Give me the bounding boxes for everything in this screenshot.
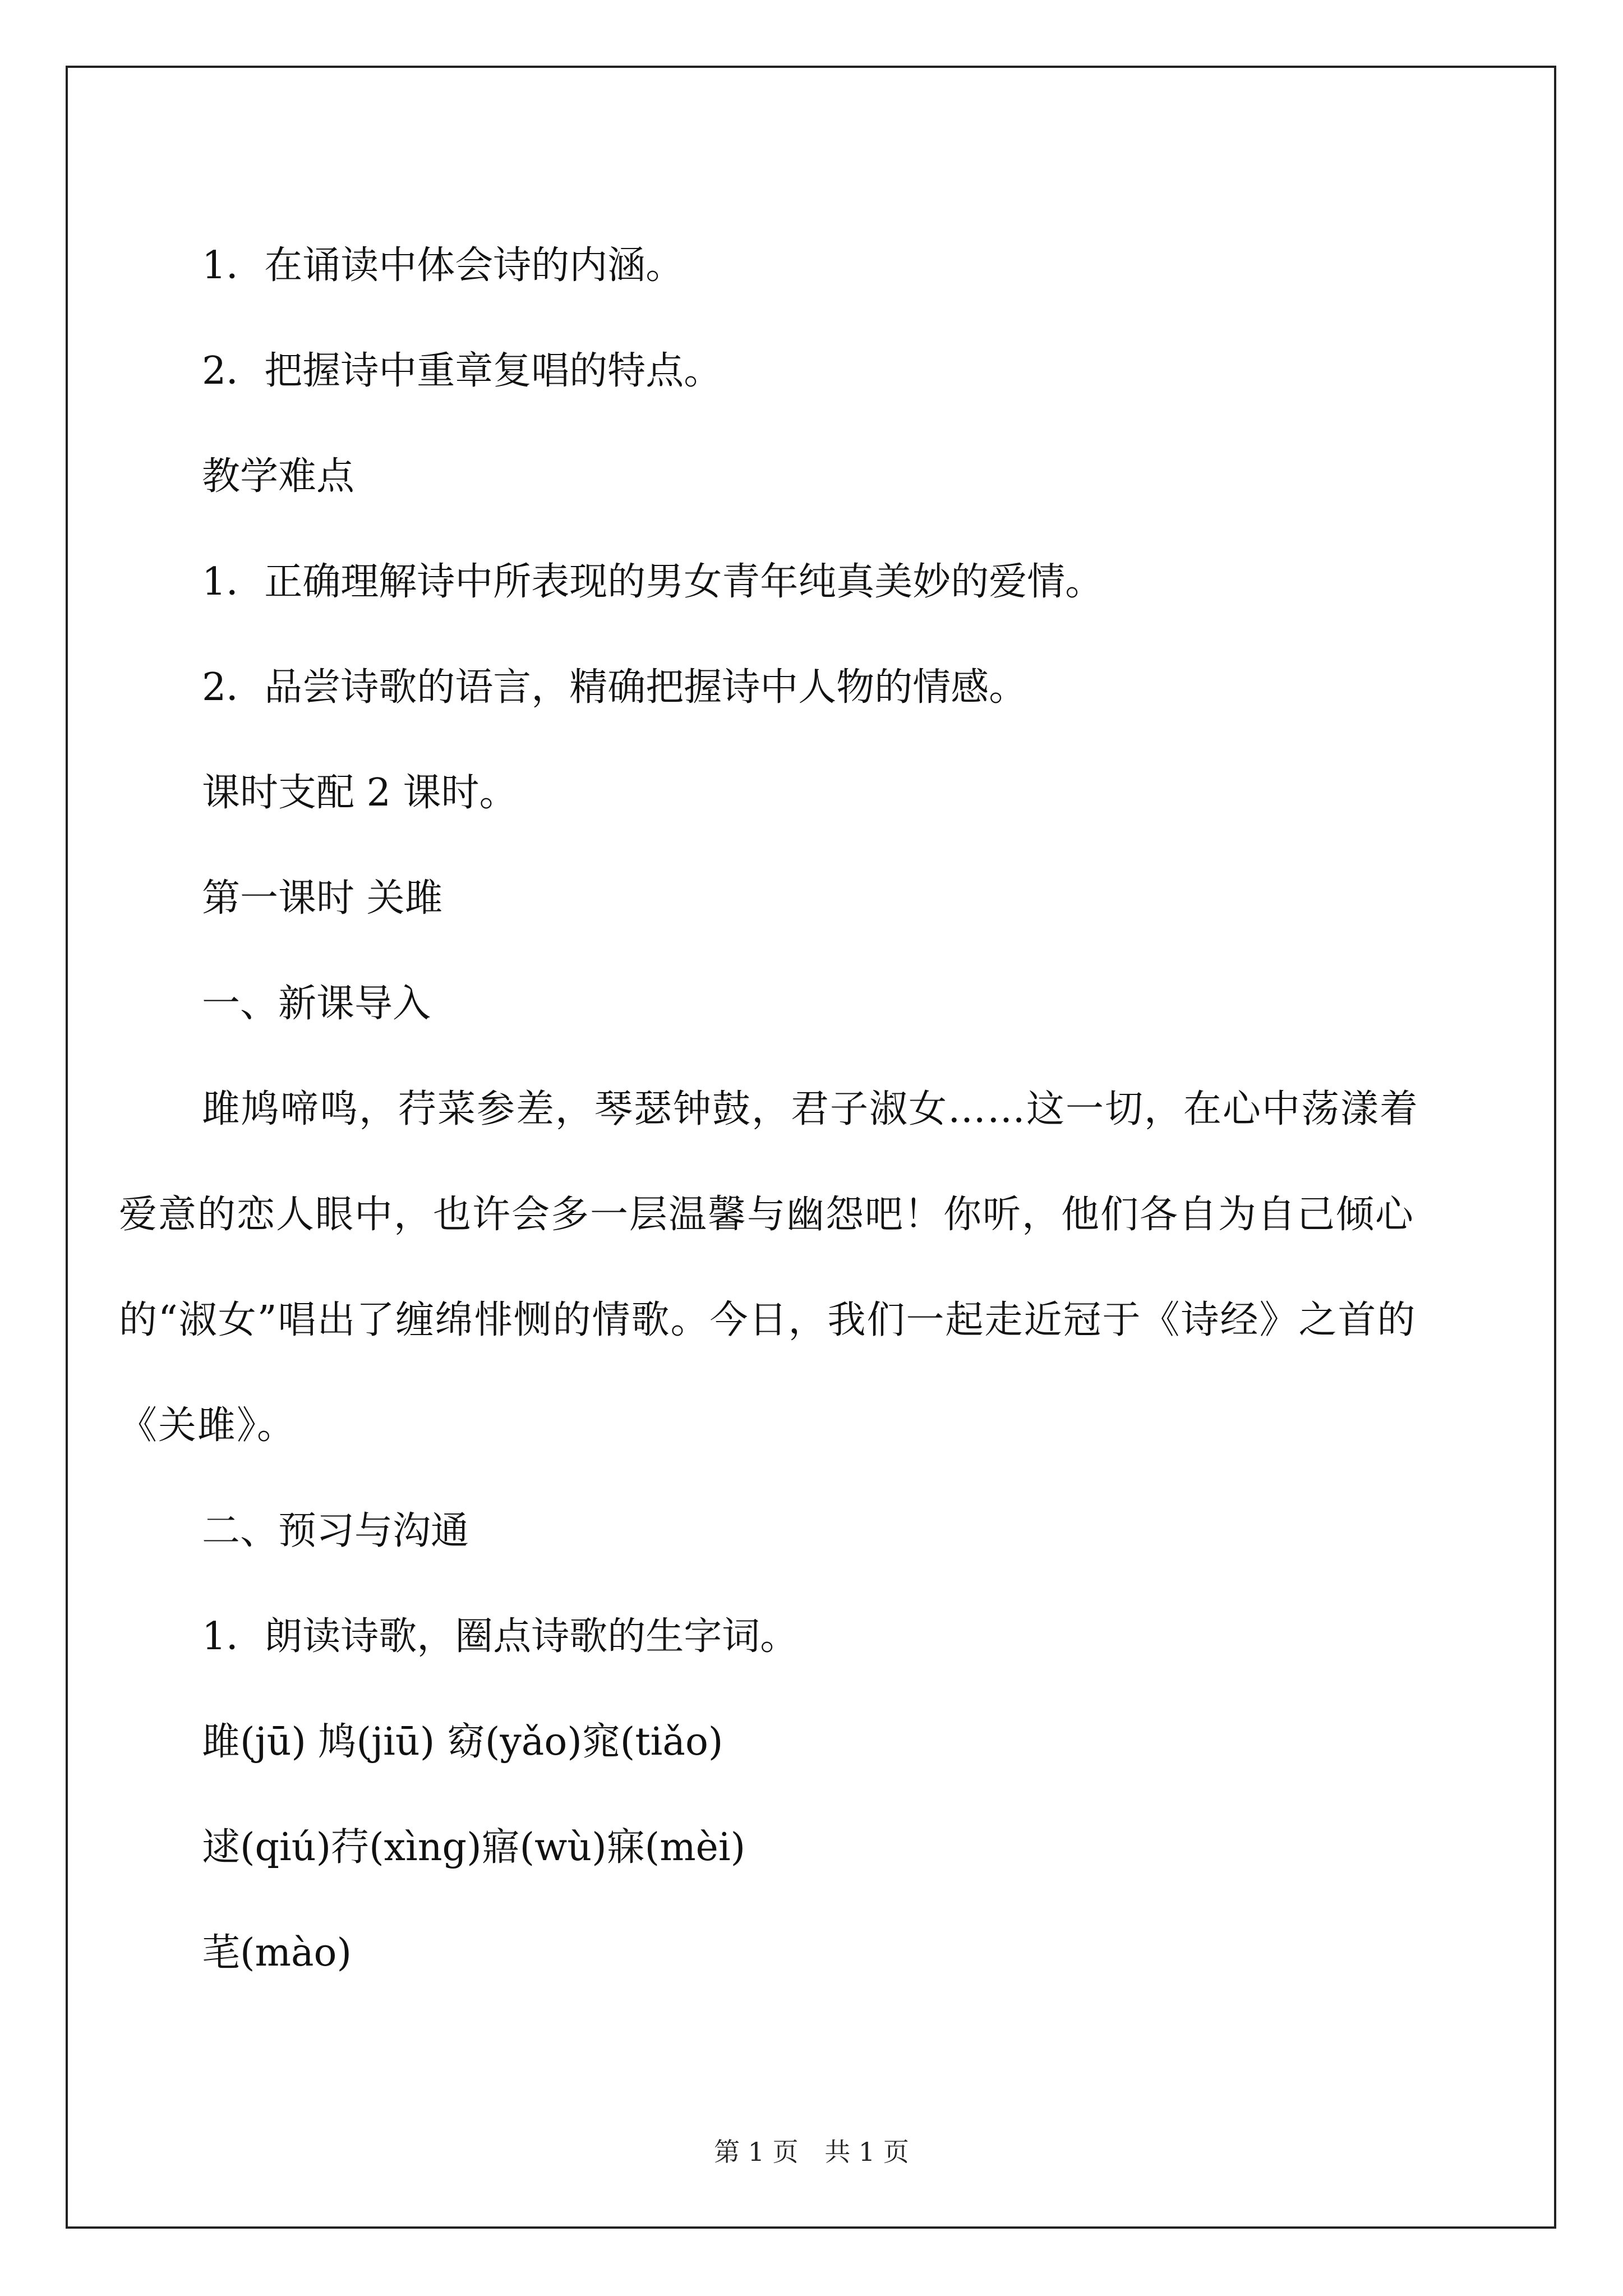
difficulty-2: 2．品尝诗歌的语言，精确把握诗中人物的情感。	[202, 665, 1027, 710]
document-body	[119, 213, 1441, 2006]
difficulty-1: 1．正确理解诗中所表现的男女青年纯真美妙的爱情。	[202, 560, 1104, 604]
section-intro-heading: 一、新课导入	[202, 982, 431, 1026]
section-preview-heading: 二、预习与沟通	[202, 1509, 469, 1553]
vocab-line-1: 雎(jū) 鸠(jiū) 窈(yǎo)窕(tiǎo)	[202, 1720, 723, 1764]
lesson-title: 第一课时 关雎	[202, 876, 443, 921]
page-total: 共 1 页	[824, 2137, 909, 2167]
page-number: 第 1 页	[714, 2137, 799, 2167]
objective-1: 1．在诵读中体会诗的内涵。	[202, 243, 684, 288]
heading-difficulties: 教学难点	[202, 454, 355, 499]
schedule: 课时支配 2 课时。	[202, 771, 518, 815]
objective-2: 2．把握诗中重章复唱的特点。	[202, 349, 722, 393]
page-footer	[0, 2132, 1623, 2169]
vocab-line-2: 逑(qiú)荇(xìng)寤(wù)寐(mèi)	[202, 1825, 746, 1870]
vocab-line-3: 芼(mào)	[202, 1931, 352, 1975]
intro-paragraph: 雎鸠啼鸣，荇菜参差，琴瑟钟鼓，君子淑女……这一切，在心中荡漾着爱意的恋人眼中，也许会多一层温馨与幽怨吧！你听，他们各自为自己倾心的“淑女”唱出了缠绵悱恻的情歌。今日，我们一起走近冠于《诗经》之首的《关雎》。	[119, 1087, 1419, 1448]
preview-task: 1．朗读诗歌，圈点诗歌的生字词。	[202, 1614, 799, 1659]
